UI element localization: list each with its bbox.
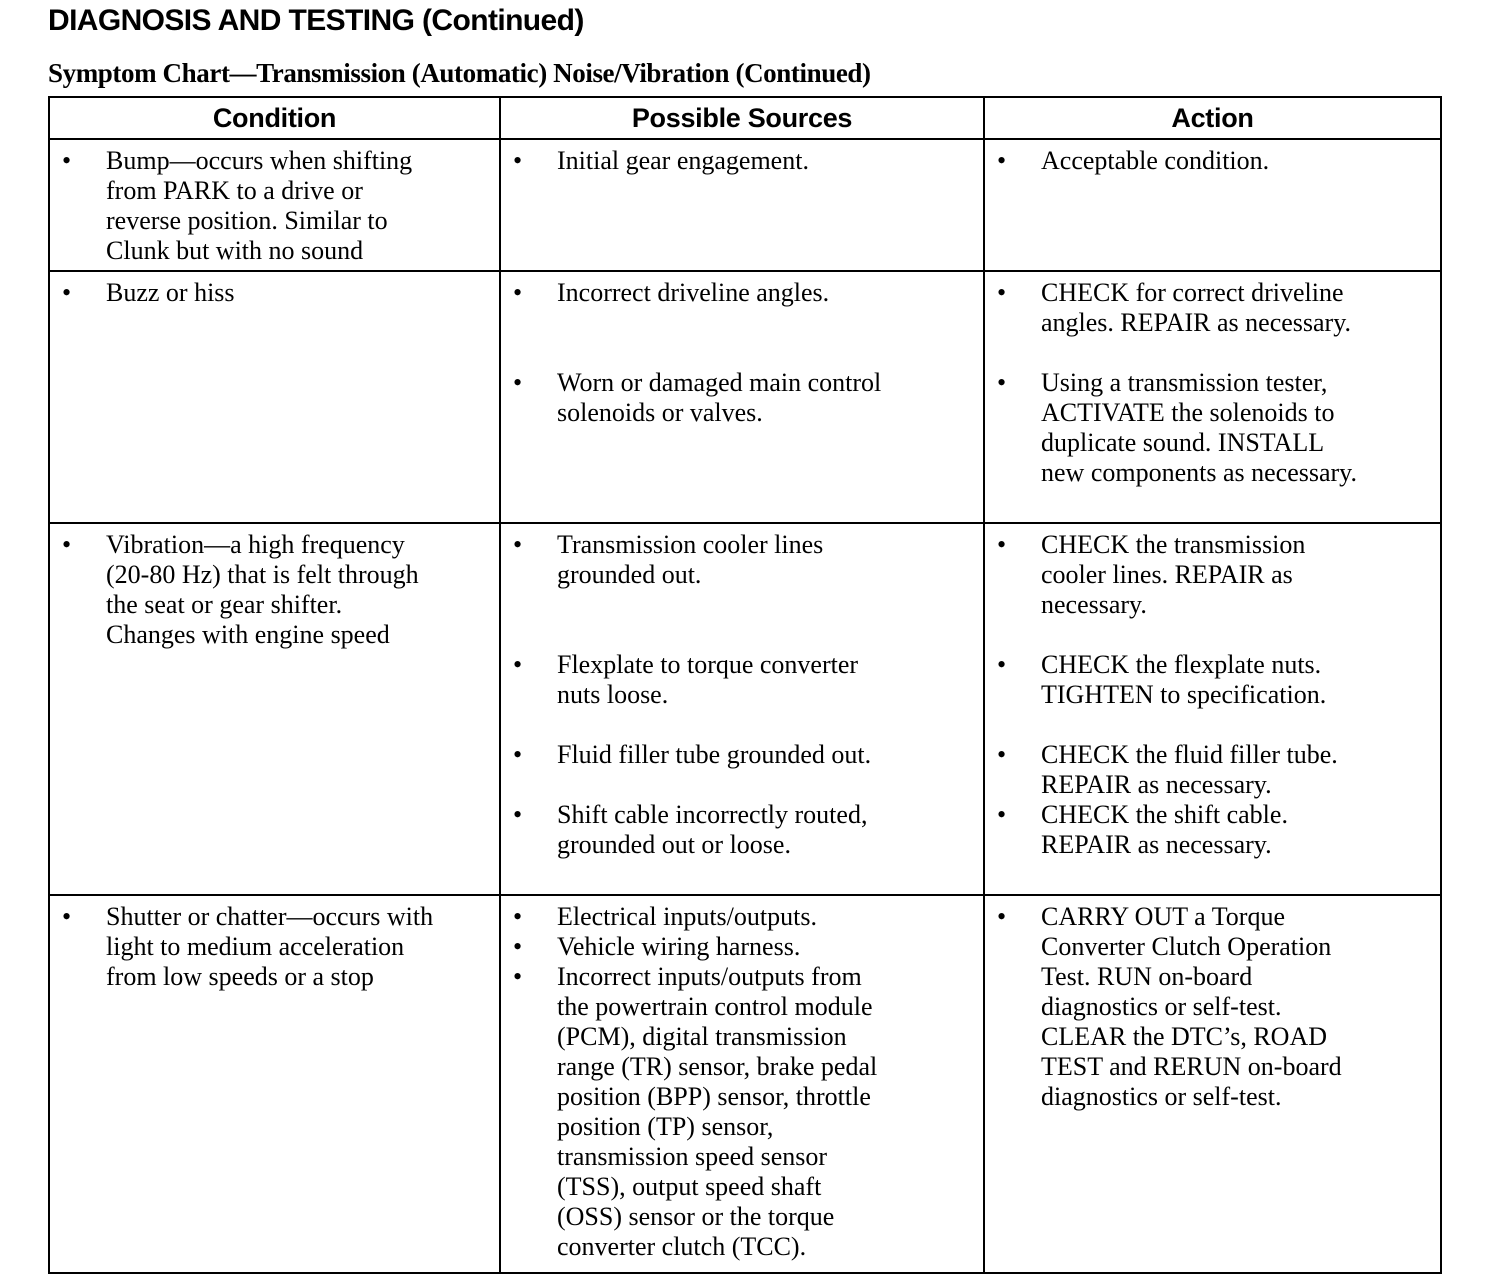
condition-item: • Bump—occurs when shifting from PARK to a drive or reverse position. Similar to Clunk but with no sound <box>62 146 489 266</box>
source-item: • Flexplate to torque converter nuts loose. <box>513 650 973 710</box>
source-item: • Shift cable incorrectly routed, grounded out or loose. <box>513 800 973 860</box>
table-row <box>49 271 1441 523</box>
action-item: • Using a transmission tester, ACTIVATE the solenoids to duplicate sound. INSTALL new components as necessary. <box>997 368 1430 488</box>
action-item: • CHECK the transmission cooler lines. REPAIR as necessary. <box>997 530 1430 620</box>
source-item: • Vehicle wiring harness. <box>513 932 973 962</box>
source-item: • Transmission cooler lines grounded out. <box>513 530 973 590</box>
condition-cell <box>49 523 500 895</box>
condition-cell <box>49 271 500 523</box>
chart-title: Symptom Chart—Transmission (Automatic) Noise/Vibration (Continued) <box>48 58 871 88</box>
action-item: • Acceptable condition. <box>997 146 1430 176</box>
column-header-action: Action <box>984 97 1441 139</box>
page-heading: DIAGNOSIS AND TESTING (Continued) <box>48 4 584 37</box>
sources-cell <box>500 523 984 895</box>
condition-item: • Buzz or hiss <box>62 278 489 308</box>
table-row <box>49 139 1441 271</box>
column-header-possible-sources: Possible Sources <box>500 97 984 139</box>
condition-cell <box>49 895 500 1273</box>
source-item: • Worn or damaged main control solenoids or valves. <box>513 368 973 428</box>
header-row <box>49 97 1441 139</box>
source-item: • Fluid filler tube grounded out. <box>513 740 973 770</box>
table-row <box>49 895 1441 1273</box>
action-item: • CHECK the shift cable. REPAIR as necessary. <box>997 800 1430 860</box>
action-item: • CARRY OUT a Torque Converter Clutch Operation Test. RUN on-board diagnostics or self-test. CLEAR the DTC’s, ROAD TEST and RERUN on-board diagnostics or self-test. <box>997 902 1430 1112</box>
action-cell <box>984 523 1441 895</box>
action-item: • CHECK the flexplate nuts. TIGHTEN to specification. <box>997 650 1430 710</box>
symptom-chart-table <box>48 96 1442 1274</box>
source-item: • Electrical inputs/outputs. <box>513 902 973 932</box>
action-item: • CHECK the fluid filler tube. REPAIR as necessary. <box>997 740 1430 800</box>
action-item: • CHECK for correct driveline angles. REPAIR as necessary. <box>997 278 1430 338</box>
condition-item: • Shutter or chatter—occurs with light to medium acceleration from low speeds or a stop <box>62 902 489 992</box>
sources-cell <box>500 139 984 271</box>
action-cell <box>984 139 1441 271</box>
condition-item: • Vibration—a high frequency (20-80 Hz) that is felt through the seat or gear shifter. Changes with engine speed <box>62 530 489 650</box>
column-header-condition: Condition <box>49 97 500 139</box>
sources-cell <box>500 271 984 523</box>
action-cell <box>984 895 1441 1273</box>
table-row <box>49 523 1441 895</box>
source-item: • Incorrect driveline angles. <box>513 278 973 308</box>
source-item: • Incorrect inputs/outputs from the powertrain control module (PCM), digital transmission range (TR) sensor, brake pedal position (BPP) sensor, throttle position (TP) sensor, transmission speed sensor (TSS), output speed shaft (OSS) sensor or the torque converter clutch (TCC). <box>513 962 973 1262</box>
action-cell <box>984 271 1441 523</box>
source-item: • Initial gear engagement. <box>513 146 973 176</box>
sources-cell <box>500 895 984 1273</box>
condition-cell <box>49 139 500 271</box>
